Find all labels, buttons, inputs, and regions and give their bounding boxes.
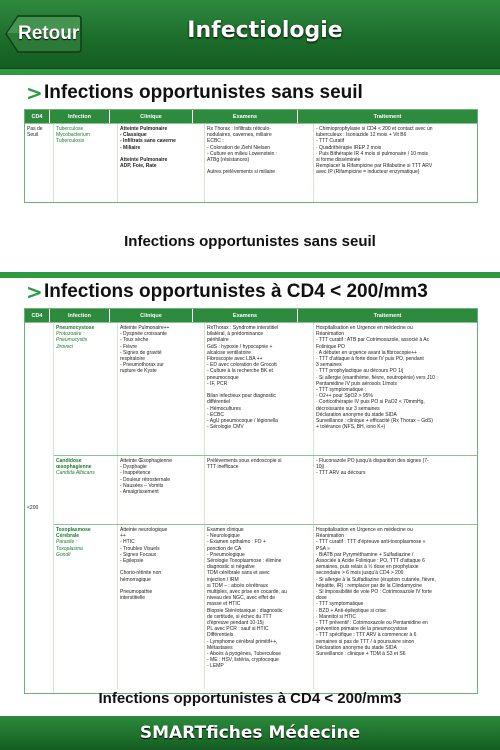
cell-clinique: Atteinte neurologique ++ - HTIC - Troubles Visuels - Signes Focaux - Epilepsie Chorio-rétinite non hémorragique Pneumopathie interstitielle xyxy=(118,525,205,689)
section1-heading-text: Infections opportunistes sans seuil xyxy=(44,82,363,103)
section1-heading xyxy=(0,75,500,111)
section1-table xyxy=(24,109,478,203)
col-header-traitement: Traitement xyxy=(298,110,477,123)
cell-infection: Tuberculose Mycobacterium Tuberculosis xyxy=(54,124,118,202)
section1-caption: Infections opportunistes sans seuil xyxy=(124,233,376,250)
cell-examens: Prélèvements sous endoscopie si TTT inefficace xyxy=(205,456,314,524)
cell-traitement: - Chimioprophylaxie si CD4 < 200 et contact avec un tuberculeux : Isoniazide 12 mois + Vit B6 - TTT Curatif · Quadrithérapie IREP 2 mois · Puis Bithérapie IR 4 mois si pulmonaire / 10 mois si forme disséminée Remplacer la Rifampicine par Rifabutine si TTT ARV avec IP (Rifampicine = inducteur enzymatique) xyxy=(316,126,433,176)
col-header-clinique: Clinique xyxy=(110,309,193,322)
table-row xyxy=(54,322,477,455)
table-header-row xyxy=(25,110,477,123)
cell-traitement: Hospitalisation en Urgence en médecine ou Réanimation - TTT curatif : TTT d'épreuve anti-toxoplasmose « PSA » · BiATB par Pyryméthamine + Sulfadiazine / Associée à Acide Folinique : PO, TTT d'attaque 6 semaines, puis relais à ½ dose en prophylaxie secondaire > 6 mois jusqu'à CD4 > 200 · Si allergie à la Sulfadiazine (éruption cutanée, fièvre, hépatite, IR) : remplacer par de la Clindamycine · Si impossibilité de voie PO : Cotrimoxazole IV forte dose - TTT symptomatique · BZD + Anti-épileptique si crise · Mannitol si HTIC - TTT préventif : Cotrimoxazole ou Pentamidine en prévention primaire de la pneumocystose - TTT spécifique : TTT ARV à commencer à 6 semaines si pas de TTT / à poursuivre sinon Déclaration anonyme du stade SIDA Surveillance : clinique + TDM à S3 et S6 xyxy=(316,527,436,658)
bottom-bar xyxy=(0,716,500,750)
cell-clinique: Atteinte Pulmonaire++ - Dyspnée croissante - Toux sèche - Fièvre - Signes de gravité respiratoire - Pneumothorax sur rupture de Kyste xyxy=(118,323,205,455)
col-header-cd4: CD4 xyxy=(25,309,50,322)
section2-heading xyxy=(0,272,500,312)
table-row xyxy=(25,123,477,202)
content-area[interactable] xyxy=(0,69,500,715)
col-header-infection: Infection xyxy=(50,110,110,123)
pathogen-subtitle: Parasite : Toxoplasma Gondii xyxy=(56,539,83,558)
footer-title: SMARTfiches Médecine xyxy=(139,723,361,743)
cell-infection xyxy=(54,525,118,689)
section2-caption: Infections opportunistes à CD4 < 200/mm3 xyxy=(98,690,402,707)
col-header-infection: Infection xyxy=(50,309,110,322)
cell-infection xyxy=(54,456,118,524)
cell-clinique: Atteinte Œsophagienne - Dysphagie - Inappétence - Douleur rétrosternale - Nausées – Vomits - Amaigrissement xyxy=(118,456,205,524)
chevron-right-icon: > xyxy=(26,81,43,105)
table-body xyxy=(25,322,477,693)
section2-heading-text: Infections opportunistes à CD4 < 200/mm3 xyxy=(44,281,428,302)
cell-examens: Examen clinique - Neurologique - Examen opthalmo : FO + ponction de CA - Pneumologique Sérologie Toxoplasmose : élimine diagnostic si négative TDM cérébrale sans et avec injection / IRM si TDM – : abcès cérébraux multiples, avec prise en cocarde, au niveau des NGC, avec effet de masse et HTIC Biopsie Stéréotaxique : diagnostic de certitude, si échec du TTT d'épreuve pendant 10-15j PL avec PCR : sauf si HTIC Différentiels - Lymphome cérébral primitif++, Métastases - Abcès à pyogènes, Tuberculose - ME : HSV, listéria, cryptocoque - LEMP xyxy=(205,525,314,689)
table-rows xyxy=(54,322,477,693)
chevron-right-icon: > xyxy=(26,280,43,304)
pathogen-name: Candidose œsophagienne xyxy=(56,458,92,471)
pathogen-name: Pneumocystose xyxy=(56,325,95,331)
col-header-examens: Examens xyxy=(193,110,298,123)
col-header-clinique: Clinique xyxy=(110,110,193,123)
table-row xyxy=(54,455,477,524)
pathogen-subtitle: Candida Albicans xyxy=(56,470,95,477)
cell-examens: RxThorax : Syndrome interstitiel bilatéral, à prédominance périhilaire GdS : hypoxie / hypocapnie + alcalose ventilatoire Fibroscopie avec LBA ++ - ED avec coloration de Grocott - Culture à la recherche BK et pneumocoque - IF, PCR Bilan infectieux pour diagnostic différentiel - Hémocultures - ECBC - AgU pneumocoque / légionella - Sérologie CMV xyxy=(205,323,314,455)
cell-traitement: Hospitalisation en Urgence en médecine ou Réanimation - TTT curatif : ATB par Cotrimoxazole, associé à Ac Folinique PO · A débuter en urgence avant la fibroscopie++ · TTT d'attaque à forte dose IV puis PO, pendant 3 semaines · TTT prophylactique au décours PO 1/j · Si allergie (exanthème, fièvre, neutropénie) vers J10 : Pentamidine IV puis aérosols 1/mois - TTT symptomatique : · O2++ pour SpO2 > 95% · Corticothérapie IV puis PO si PaO2 < 70mmHg, décroissante sur 3 semaines Déclaration anonyme du stade SIDA Surveillance : clinique + efficacité (Rx Thorax – GdS) + tolérance (NFS, BH, iono K+) xyxy=(316,325,438,431)
cell-clinique: Atteinte Pulmonaire - Classique - Infiltrats sans caverne - Miliaire Atteinte Pulmonaire ADP, Foie, Rate xyxy=(118,124,205,202)
pathogen-subtitle: Protozoaire : Pneumocystis Jiroveci xyxy=(56,331,88,350)
top-bar xyxy=(0,0,500,69)
col-header-cd4: CD4 xyxy=(25,110,50,123)
back-button-label: Retour xyxy=(18,23,80,44)
page-title: Infectiologie xyxy=(187,18,343,43)
table-header-row xyxy=(25,309,477,322)
cell-cd4: Pas de Seuil xyxy=(25,124,54,202)
cell-infection xyxy=(54,323,118,455)
cell-examens: Rx Thorax : Infiltrats réticulo- nodulaires, cavernes, miliaire ECBC : - Coloration de Ziehl Nielsen - Culture en milieu Lowenstein : ATBg (résistances) Autres prélèvements si miliaire xyxy=(205,124,314,202)
cell-cd4: <200 xyxy=(25,322,54,693)
table-row xyxy=(54,524,477,689)
section2-table xyxy=(24,308,478,694)
col-header-traitement: Traitement xyxy=(298,309,477,322)
cell-traitement: - Fluconazole PO jusqu'à disparition des signes (7- 10j) - TTT ARV au décours xyxy=(316,458,429,477)
pathogen-name: Toxoplasmose Cérébrale xyxy=(56,527,91,540)
col-header-examens: Examens xyxy=(193,309,298,322)
